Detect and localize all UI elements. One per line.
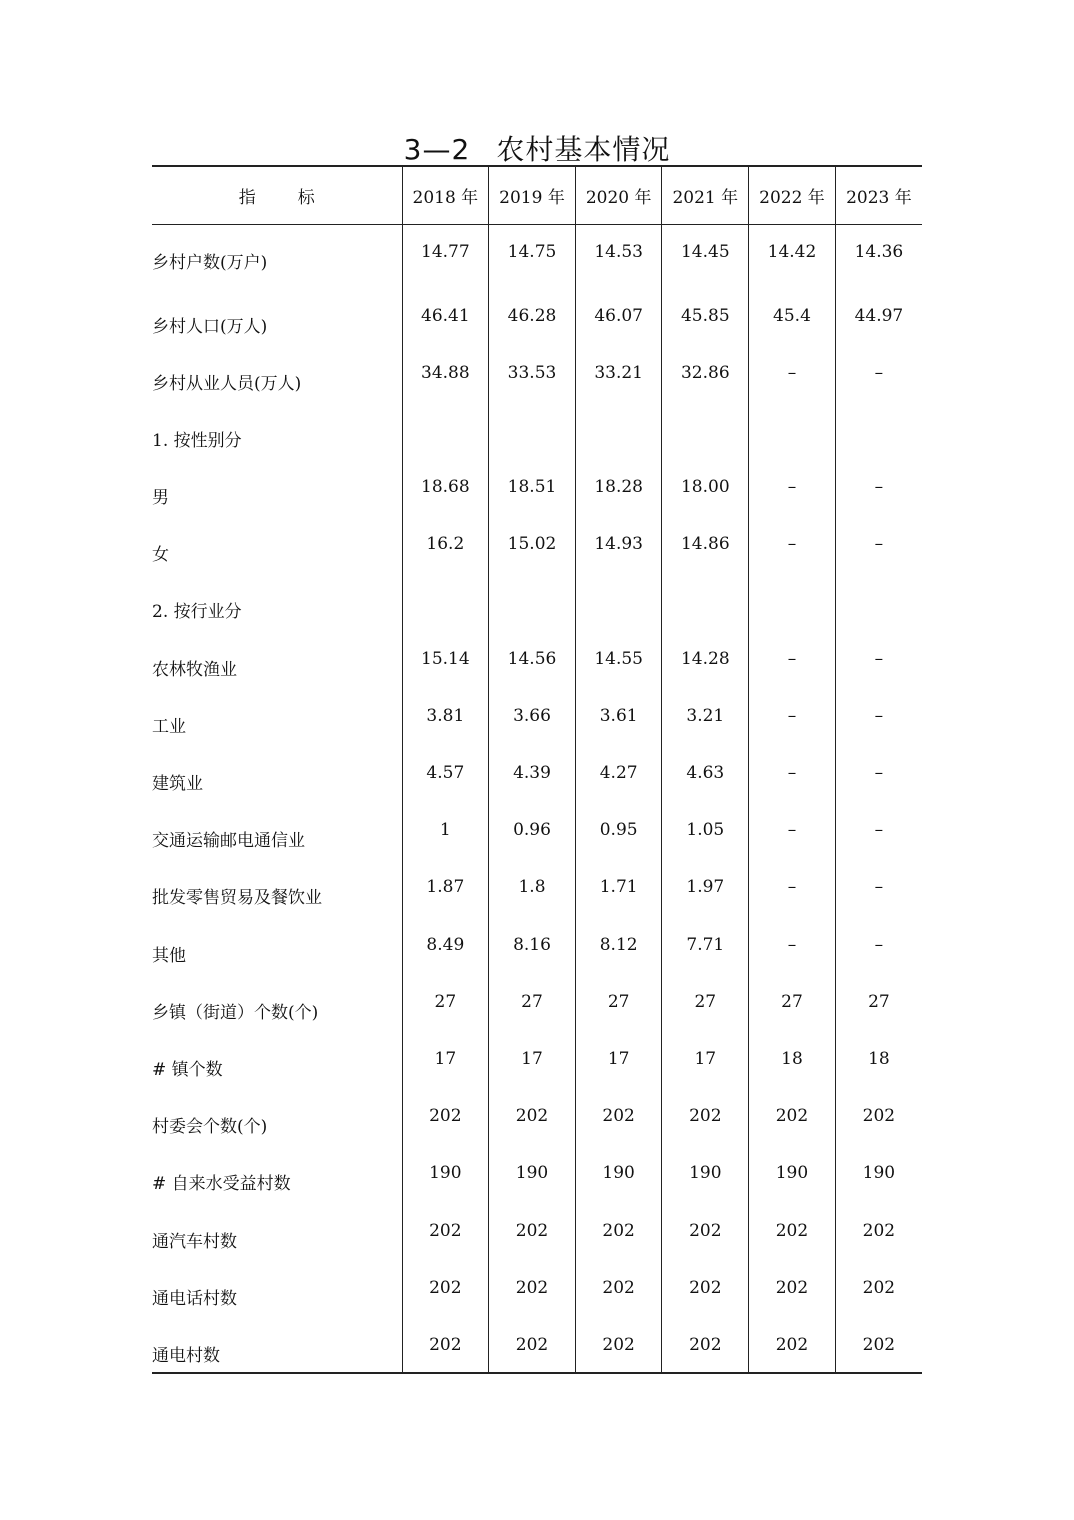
row-value [489,401,576,458]
row-value: – [835,458,922,515]
row-value: 46.28 [489,287,576,344]
row-value: 18 [749,1030,836,1087]
table-row [152,1144,922,1201]
row-label: 村委会个数(个) [152,1117,268,1138]
row-value: 202 [575,1316,662,1373]
row-value [489,572,576,629]
row-value: 14.86 [662,515,749,572]
row-label: 通汽车村数 [152,1231,237,1252]
row-value: 202 [835,1087,922,1144]
row-value: 190 [749,1144,836,1201]
row-value: 46.07 [575,287,662,344]
row-label: 1. 按性别分 [152,430,242,451]
row-value: 18.51 [489,458,576,515]
row-value: 4.63 [662,744,749,801]
row-value: 202 [489,1316,576,1373]
row-value: 190 [835,1144,922,1201]
row-value: 202 [489,1202,576,1259]
header-row [152,166,922,225]
row-value: 202 [835,1259,922,1316]
row-value: 202 [402,1087,489,1144]
row-value: 1.05 [662,801,749,858]
row-value: 202 [575,1087,662,1144]
row-label: 农林牧渔业 [152,659,237,680]
row-value [575,401,662,458]
row-value: 190 [402,1144,489,1201]
row-value: 17 [662,1030,749,1087]
table-row [152,1259,922,1316]
row-value: 0.96 [489,801,576,858]
row-value: 1.8 [489,858,576,915]
row-value: 202 [662,1087,749,1144]
row-label: 交通运输邮电通信业 [152,831,305,852]
row-value: 202 [662,1259,749,1316]
row-value: – [835,687,922,744]
row-value: 202 [402,1202,489,1259]
table-row [152,630,922,687]
row-value [835,572,922,629]
table-row [152,916,922,973]
row-value [402,572,489,629]
row-value: 45.4 [749,287,836,344]
table-row [152,973,922,1030]
row-value [749,572,836,629]
row-value: 15.14 [402,630,489,687]
row-value: 1 [402,801,489,858]
row-value: – [749,515,836,572]
row-value: 202 [402,1259,489,1316]
row-value: 3.21 [662,687,749,744]
row-label: 乡镇（街道）个数(个) [152,1002,319,1023]
header-year: 2023 年 [835,166,922,225]
header-year: 2022 年 [749,166,836,225]
row-value: 202 [749,1259,836,1316]
row-value: 4.27 [575,744,662,801]
header-year: 2021 年 [662,166,749,225]
row-value: 34.88 [402,344,489,401]
table-row [152,687,922,744]
table-title: 农村基本情况 [496,133,671,166]
row-value [402,401,489,458]
row-value: – [749,744,836,801]
row-value: 202 [575,1202,662,1259]
table-row [152,572,922,629]
row-value [835,401,922,458]
row-value: 202 [835,1316,922,1373]
table-row [152,458,922,515]
row-value: 17 [489,1030,576,1087]
table-row [152,515,922,572]
row-value: 14.55 [575,630,662,687]
row-value: 33.21 [575,344,662,401]
row-value: 17 [402,1030,489,1087]
row-value: 0.95 [575,801,662,858]
row-value: 14.45 [662,225,749,287]
row-value: 190 [575,1144,662,1201]
row-value: 18 [835,1030,922,1087]
table-row [152,801,922,858]
row-value: – [835,515,922,572]
table-row [152,401,922,458]
row-value: 44.97 [835,287,922,344]
row-value: 202 [489,1087,576,1144]
row-label: 男 [152,488,169,509]
row-value: – [835,744,922,801]
row-value: – [835,630,922,687]
row-value: 17 [575,1030,662,1087]
row-value: – [749,687,836,744]
row-value [575,572,662,629]
row-value: 14.75 [489,225,576,287]
row-label: 乡村从业人员(万人) [152,373,302,394]
row-value: 8.49 [402,916,489,973]
row-label: 2. 按行业分 [152,602,242,623]
table-row [152,744,922,801]
row-value: 3.81 [402,687,489,744]
row-value: 202 [662,1202,749,1259]
row-label: 通电村数 [152,1316,402,1373]
row-value: 18.00 [662,458,749,515]
row-value: 16.2 [402,515,489,572]
row-value: 4.39 [489,744,576,801]
row-value: 190 [489,1144,576,1201]
row-value: 14.93 [575,515,662,572]
row-value [662,572,749,629]
header-indicator: 指标 [152,166,402,225]
row-value: 202 [489,1259,576,1316]
row-value: 202 [749,1087,836,1144]
row-value: 3.61 [575,687,662,744]
row-value: 202 [402,1316,489,1373]
row-value: 27 [835,973,922,1030]
row-value: 7.71 [662,916,749,973]
row-label: # 镇个数 [152,1059,223,1080]
row-value: 45.85 [662,287,749,344]
rural-statistics-table [152,165,922,1374]
row-value: 1.71 [575,858,662,915]
row-label: # 自来水受益村数 [152,1174,291,1195]
row-value: 33.53 [489,344,576,401]
row-value: – [749,801,836,858]
row-value: 27 [402,973,489,1030]
row-value: – [749,630,836,687]
row-value: – [835,916,922,973]
header-year: 2019 年 [489,166,576,225]
row-value: 14.42 [749,225,836,287]
table-row [152,225,922,287]
row-value: 14.56 [489,630,576,687]
row-value: 14.36 [835,225,922,287]
row-value [662,401,749,458]
row-label: 其他 [152,945,186,966]
row-label: 建筑业 [152,774,203,794]
table-row [152,1202,922,1259]
header-year: 2020 年 [575,166,662,225]
row-label: 女 [152,545,169,566]
row-value: 27 [749,973,836,1030]
row-value: – [835,858,922,915]
table-row [152,1087,922,1144]
row-value: – [749,458,836,515]
table-row [152,287,922,344]
row-label: 乡村户数(万户) [152,253,268,273]
row-label: 工业 [152,716,186,737]
row-value: 14.77 [402,225,489,287]
row-value: 202 [575,1259,662,1316]
row-value: 27 [489,973,576,1030]
row-value: 8.12 [575,916,662,973]
row-value: 190 [662,1144,749,1201]
row-value: 14.53 [575,225,662,287]
table-row [152,344,922,401]
row-value: 1.97 [662,858,749,915]
row-value: – [835,344,922,401]
row-value: – [835,801,922,858]
row-value: 15.02 [489,515,576,572]
row-value: 4.57 [402,744,489,801]
row-value: 18.68 [402,458,489,515]
row-value: 32.86 [662,344,749,401]
table-row [152,1316,922,1373]
table-row [152,858,922,915]
header-year: 2018 年 [402,166,489,225]
row-value: 14.28 [662,630,749,687]
row-value: 3.66 [489,687,576,744]
row-value: – [749,916,836,973]
page-title [0,128,1074,168]
row-value: 18.28 [575,458,662,515]
table-row [152,1030,922,1087]
row-label: 乡村人口(万人) [152,316,268,337]
row-value [749,401,836,458]
row-value: 1.87 [402,858,489,915]
table-number: 3—2 [403,133,471,166]
row-value: – [749,858,836,915]
row-value: 27 [662,973,749,1030]
row-value: 27 [575,973,662,1030]
row-label: 批发零售贸易及餐饮业 [152,888,322,909]
row-value: 202 [749,1316,836,1373]
row-value: 202 [835,1202,922,1259]
row-value: 8.16 [489,916,576,973]
row-value: 202 [662,1316,749,1373]
row-value: 202 [749,1202,836,1259]
row-value: 46.41 [402,287,489,344]
row-value: – [749,344,836,401]
row-label: 通电话村数 [152,1288,237,1309]
